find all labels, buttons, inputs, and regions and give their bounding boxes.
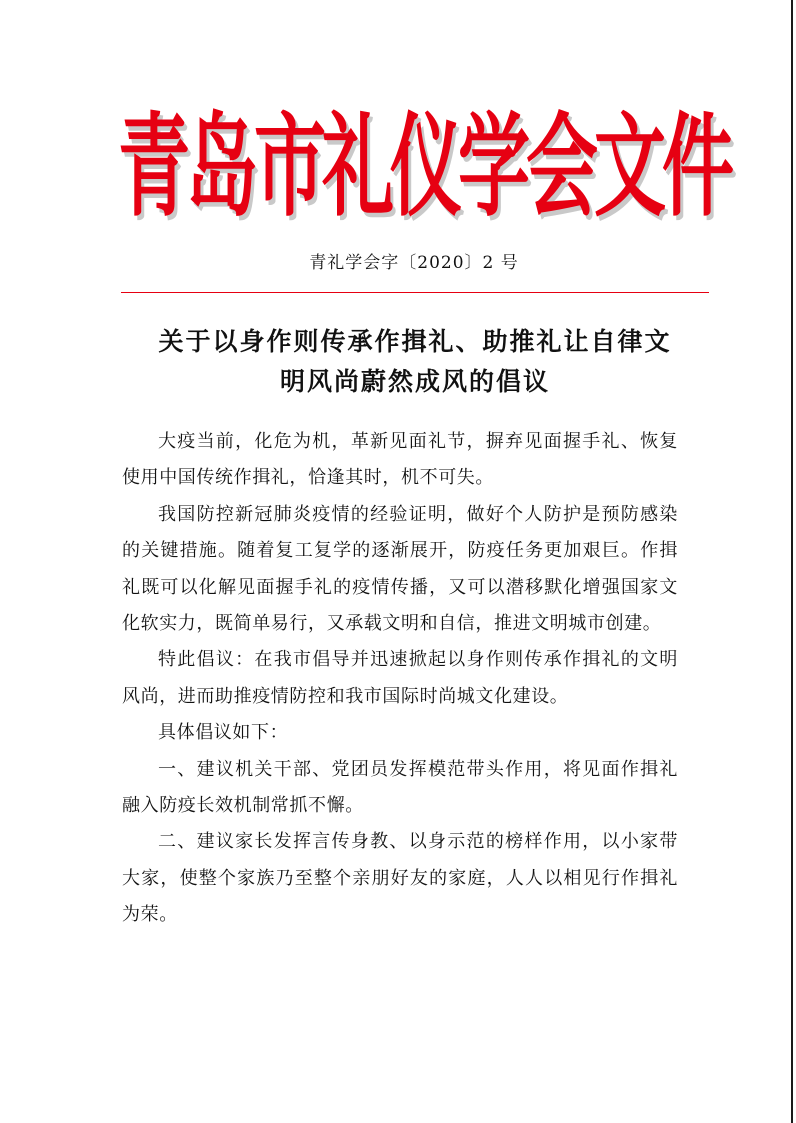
document-body — [122, 424, 678, 934]
page-right-border — [791, 0, 793, 1123]
document-title-line-1: 关于以身作则传承作揖礼、助推礼让自律文 — [158, 327, 672, 356]
document-title — [110, 322, 720, 402]
body-paragraph: 我国防控新冠肺炎疫情的经验证明，做好个人防护是预防感染的关键措施。随着复工复学的逐渐展开，防疫任务更加艰巨。作揖礼既可以化解见面握手礼的疫情传播，又可以潜移默化增强国家文化软实力，既简单易行，又承载文明和自信，推进文明城市创建。 — [122, 503, 678, 635]
body-paragraph: 具体倡议如下： — [158, 722, 289, 744]
document-title-line-2: 明风尚蔚然成风的倡议 — [279, 367, 550, 396]
document-number: 青礼学会字〔2020〕2 号 — [309, 253, 519, 273]
body-paragraph: 大疫当前，化危为机，革新见面礼节，摒弃见面握手礼、恢复使用中国传统作揖礼，恰逢其时，机不可失。 — [122, 431, 678, 489]
document-masthead: 青岛市礼仪学会文件 — [118, 100, 731, 232]
body-paragraph: 一、建议机关干部、党团员发挥模范带头作用，将见面作揖礼融入防疫长效机制常抓不懈。 — [122, 758, 678, 817]
body-paragraph: 特此倡议：在我市倡导并迅速掀起以身作则传承作揖礼的文明风尚，进而助推疫情防控和我市国际时尚城文化建设。 — [122, 649, 678, 707]
body-paragraph: 二、建议家长发挥言传身教、以身示范的榜样作用，以小家带大家，使整个家族乃至整个亲朋好友的家庭，人人以相见行作揖礼为荣。 — [122, 831, 678, 926]
red-separator-line — [121, 292, 709, 293]
